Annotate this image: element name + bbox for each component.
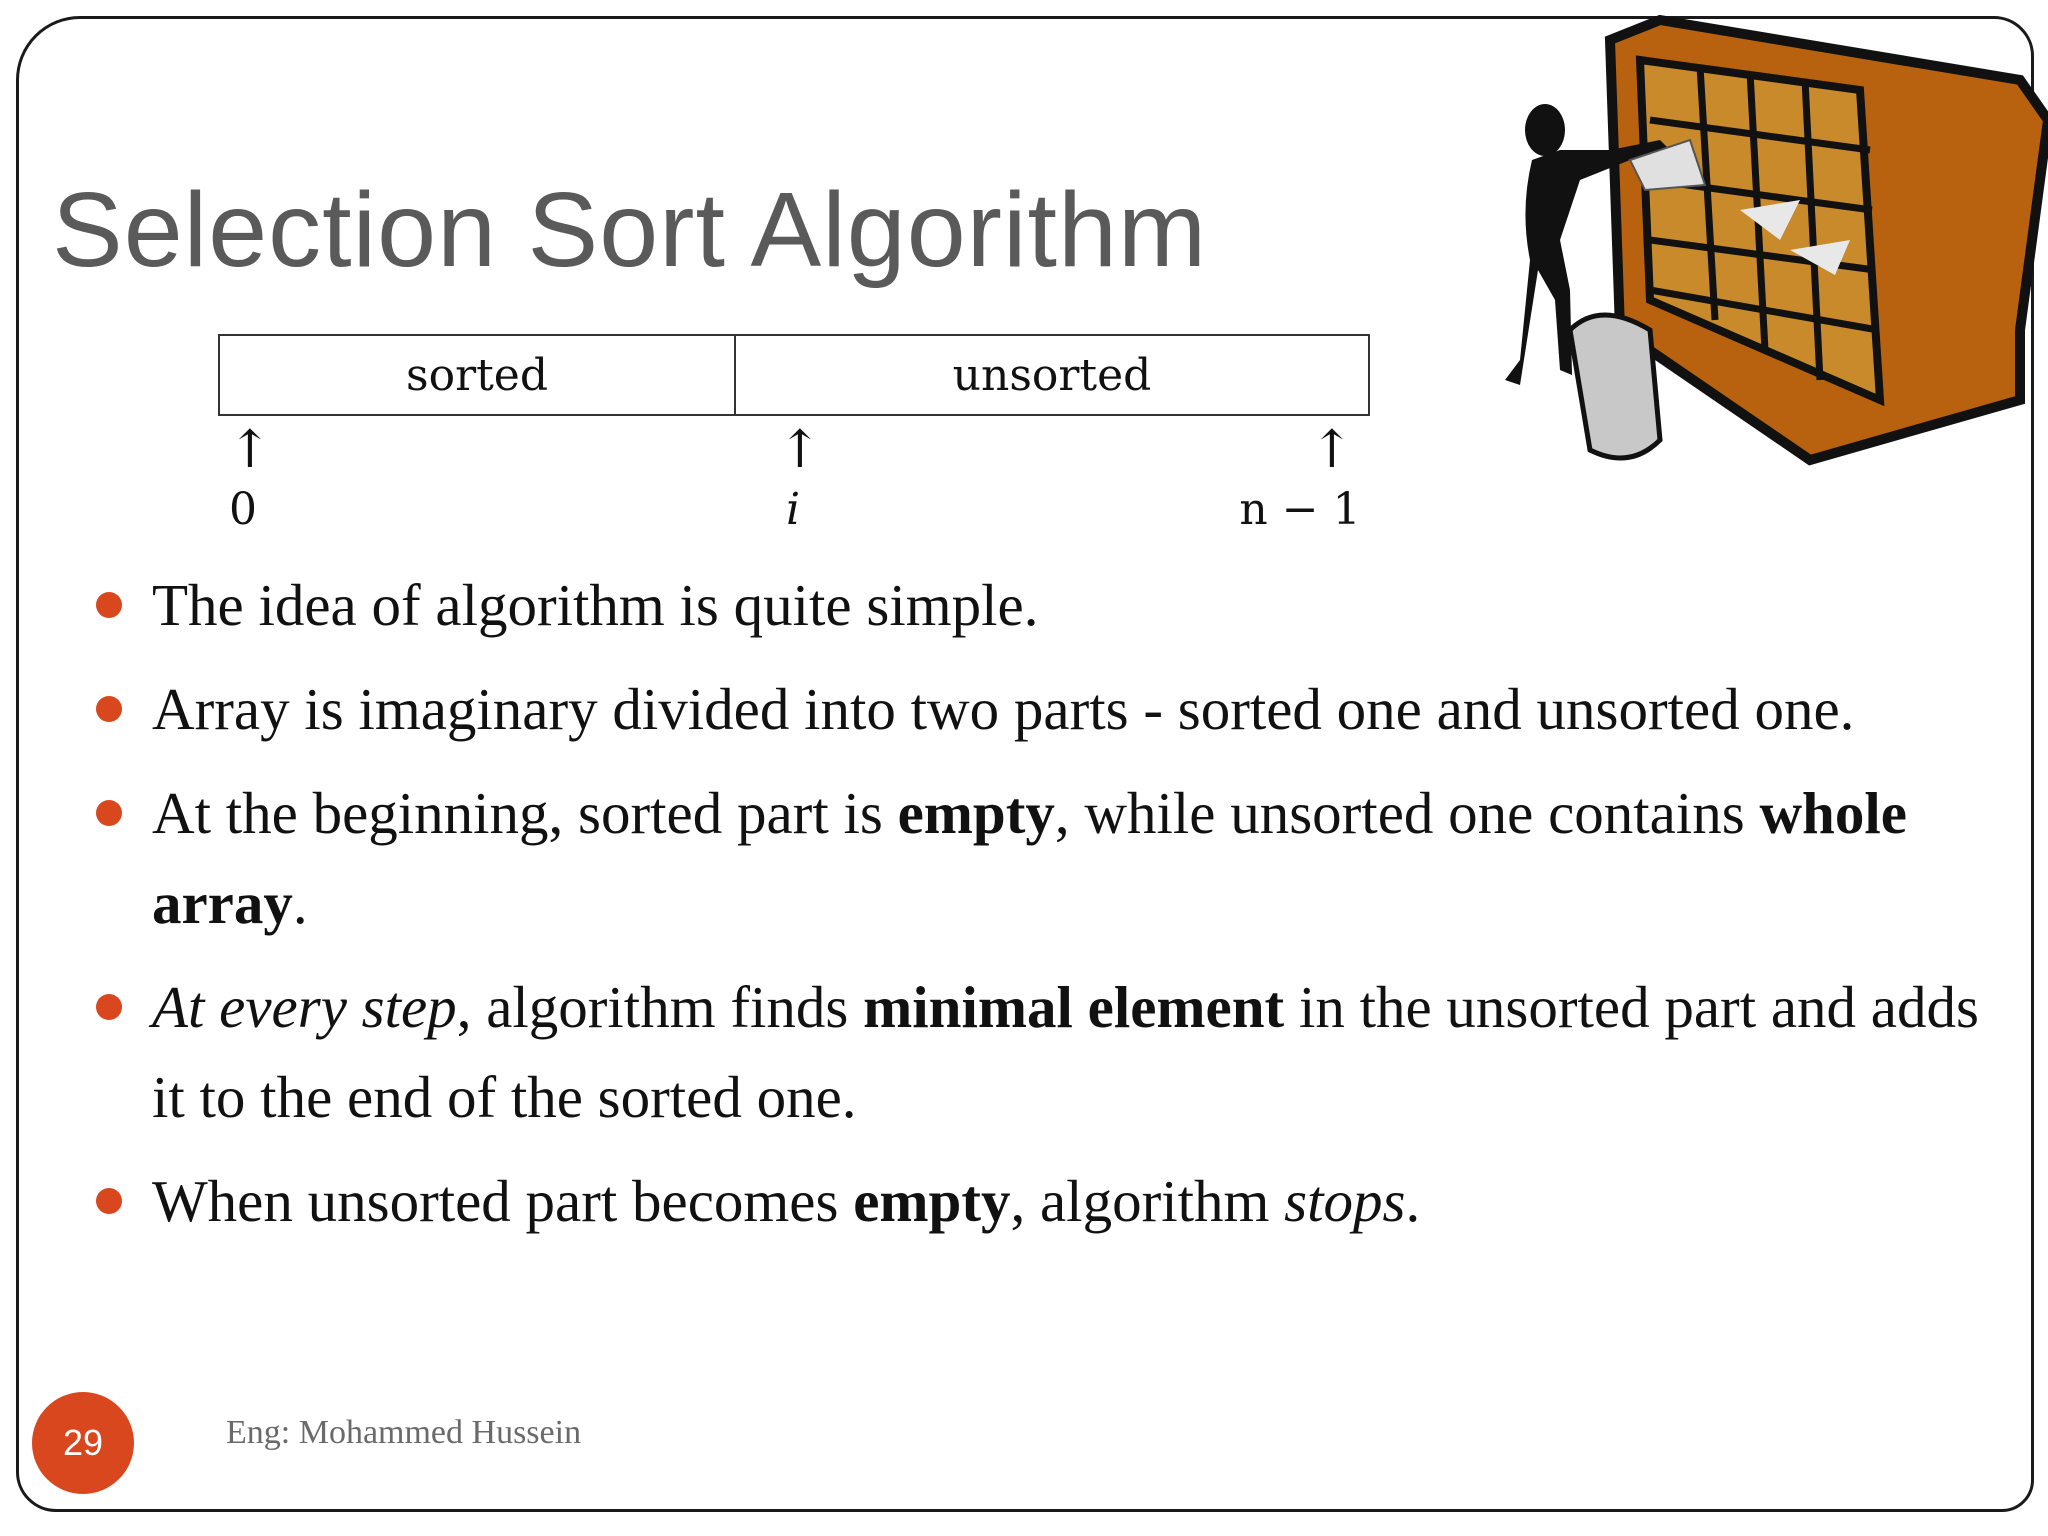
bullet-dot-icon <box>96 800 122 826</box>
unsorted-cell: unsorted <box>734 334 1370 416</box>
index-label-start: 0 <box>229 484 257 535</box>
bullet-list <box>96 560 1996 1260</box>
person-filing-cabinet-icon <box>1460 0 2048 490</box>
index-label-i: i <box>785 484 801 535</box>
bullet-text-bold: minimal element <box>863 974 1285 1040</box>
bullet-text-normal: Array is imaginary divided into two parts - sorted one and unsorted one. <box>152 676 1855 742</box>
bullet-dot-icon <box>96 994 122 1020</box>
index-marker-start <box>228 420 272 540</box>
bullet-text-normal: . <box>292 870 308 936</box>
bullet-text-italic: At every step <box>152 974 457 1040</box>
slide-title: Selection Sort Algorithm <box>52 171 1208 289</box>
bullet-item <box>96 664 1996 754</box>
bullet-text-normal: , algorithm finds <box>456 974 864 1040</box>
bullet-item <box>96 962 1996 1142</box>
index-marker-i <box>778 420 822 540</box>
bullet-text-normal: When unsorted part becomes <box>152 1168 854 1234</box>
bullet-text-bold: empty <box>897 780 1055 846</box>
bullet-text-normal: At the beginning, sorted part is <box>152 780 898 846</box>
footer-author: Eng: Mohammed Hussein <box>226 1414 582 1451</box>
bullet-text-normal: in the unsorted part and adds it to the end of the sorted one. <box>152 974 1979 1130</box>
up-arrow-icon: ↑ <box>778 420 822 480</box>
bullet-text-normal: , algorithm <box>1010 1168 1285 1234</box>
bullet-text-normal: , while unsorted one contains <box>1054 780 1760 846</box>
bullet-text-normal: . <box>1405 1168 1421 1234</box>
bullet-dot-icon <box>96 592 122 618</box>
bullet-text-italic: stops <box>1284 1168 1406 1234</box>
sorted-cell: sorted <box>218 334 736 416</box>
bullet-text-normal: The idea of algorithm is quite simple. <box>152 572 1039 638</box>
index-label-end: n − 1 <box>1239 484 1361 535</box>
bullet-item <box>96 768 1996 948</box>
bullet-dot-icon <box>96 696 122 722</box>
index-marker-end <box>1230 420 1370 540</box>
bullet-item <box>96 560 1996 650</box>
bullet-item <box>96 1156 1996 1246</box>
bullet-text-bold: empty <box>853 1168 1011 1234</box>
array-diagram <box>200 320 1400 560</box>
bullet-text-bold: whole array <box>152 780 1907 936</box>
up-arrow-icon: ↑ <box>1310 420 1354 480</box>
up-arrow-icon: ↑ <box>228 420 272 480</box>
page-number-badge: 29 <box>32 1392 134 1494</box>
bullet-dot-icon <box>96 1188 122 1214</box>
